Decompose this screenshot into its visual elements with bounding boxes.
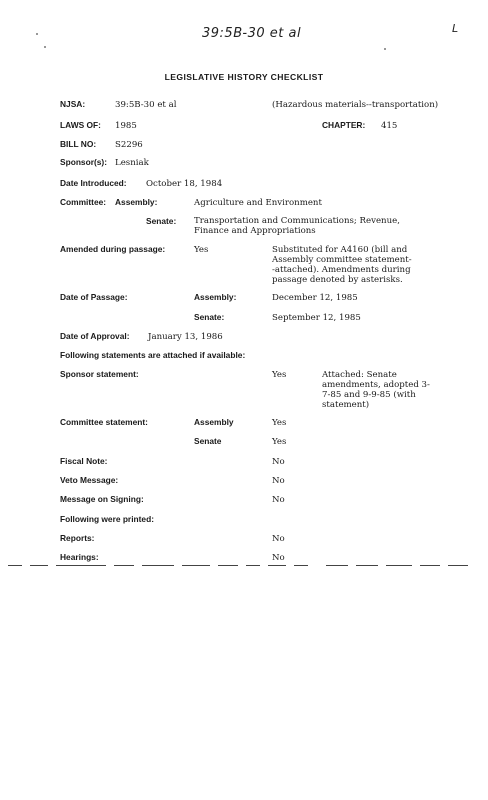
- date-introduced-value: October 18, 1984: [146, 179, 223, 189]
- committee-statement-senate-label: Senate: [194, 436, 222, 446]
- njsa-label: NJSA:: [60, 99, 86, 109]
- scan-speck: [384, 48, 386, 50]
- date-introduced-label: Date Introduced:: [60, 178, 127, 188]
- approval-label: Date of Approval:: [60, 331, 130, 341]
- sponsors-value: Lesniak: [115, 158, 149, 168]
- message-signing-value: No: [272, 495, 285, 505]
- passage-senate-value: September 12, 1985: [272, 313, 361, 323]
- committee-statement-senate-value: Yes: [272, 437, 287, 447]
- veto-message-label: Veto Message:: [60, 475, 119, 485]
- committee-assembly-value: Agriculture and Environment: [194, 198, 322, 208]
- chapter-value: 415: [381, 121, 398, 131]
- handwritten-corner-mark: L: [452, 22, 459, 35]
- document-title: LEGISLATIVE HISTORY CHECKLIST: [164, 72, 324, 82]
- statements-header: Following statements are attached if available:: [60, 350, 246, 360]
- passage-senate-label: Senate:: [194, 312, 225, 322]
- message-signing-label: Message on Signing:: [60, 494, 144, 504]
- hearings-label: Hearings:: [60, 552, 99, 562]
- committee-statement-assembly-value: Yes: [272, 418, 287, 428]
- committee-senate-label: Senate:: [146, 216, 177, 226]
- hearings-value: No: [272, 553, 285, 563]
- sponsor-statement-note: Attached: Senate amendments, adopted 3-7-85 and 9-9-85 (with statement): [322, 370, 430, 411]
- scan-speck: [44, 46, 46, 48]
- handwritten-code: 39:5B-30 et al: [202, 26, 302, 41]
- reports-value: No: [272, 534, 285, 544]
- laws-of-value: 1985: [115, 121, 137, 131]
- veto-message-value: No: [272, 476, 285, 486]
- committee-assembly-label: Assembly:: [115, 197, 158, 207]
- chapter-label: CHAPTER:: [322, 120, 366, 130]
- committee-senate-value: Transportation and Communications; Revenue, Finance and Appropriations: [194, 216, 400, 237]
- passage-label: Date of Passage:: [60, 292, 128, 302]
- njsa-subject: (Hazardous materials--transportation): [272, 100, 439, 110]
- bill-no-label: BILL NO:: [60, 139, 97, 149]
- amended-note: Substituted for A4160 (bill and Assembly committee statement--attached). Amendments during passage denoted by asterisks.: [272, 245, 412, 286]
- njsa-value: 39:5B-30 et al: [115, 100, 177, 110]
- fiscal-note-label: Fiscal Note:: [60, 456, 108, 466]
- sponsor-statement-value: Yes: [272, 370, 287, 380]
- committee-statement-label: Committee statement:: [60, 417, 148, 427]
- laws-of-label: LAWS OF:: [60, 120, 101, 130]
- passage-assembly-value: December 12, 1985: [272, 293, 358, 303]
- sponsor-statement-label: Sponsor statement:: [60, 369, 139, 379]
- passage-assembly-label: Assembly:: [194, 292, 237, 302]
- sponsors-label: Sponsor(s):: [60, 157, 107, 167]
- fiscal-note-value: No: [272, 457, 285, 467]
- bill-no-value: S2296: [115, 140, 143, 150]
- scan-speck: [36, 33, 38, 35]
- printed-header: Following were printed:: [60, 514, 154, 524]
- reports-label: Reports:: [60, 533, 95, 543]
- committee-label: Committee:: [60, 197, 107, 207]
- amended-value: Yes: [194, 245, 209, 255]
- approval-value: January 13, 1986: [148, 332, 223, 342]
- committee-statement-assembly-label: Assembly: [194, 417, 234, 427]
- amended-label: Amended during passage:: [60, 244, 166, 254]
